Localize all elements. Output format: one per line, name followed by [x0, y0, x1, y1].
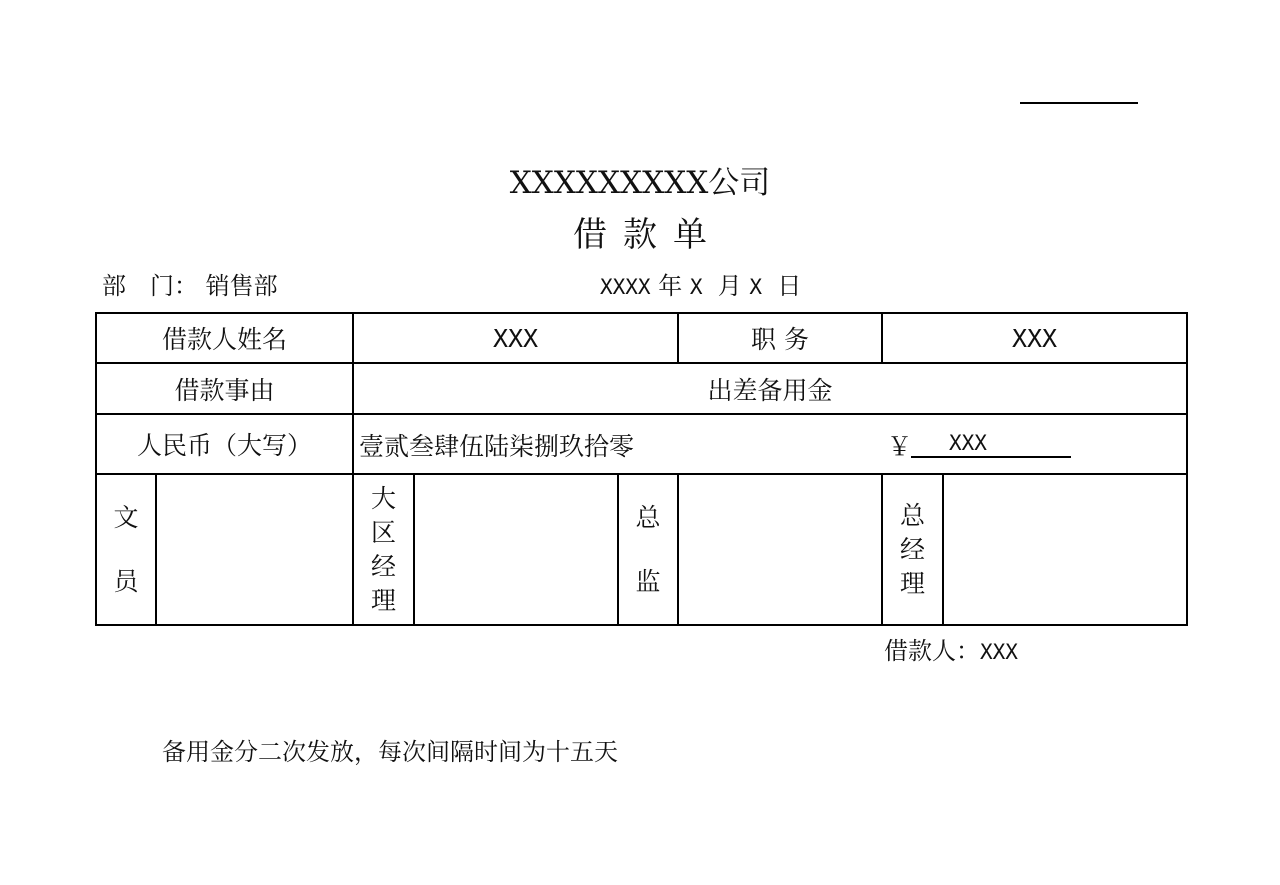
department-value: 销售部	[205, 272, 278, 300]
date-month-unit: 月	[717, 272, 742, 300]
date-day-unit: 日	[777, 272, 802, 300]
general-manager-signature-cell[interactable]	[943, 474, 1187, 625]
top-right-blank-line	[1020, 102, 1138, 104]
department-label: 部 门：	[102, 272, 198, 300]
table-row	[96, 474, 1187, 625]
borrower-name-label: 借款人姓名	[96, 313, 353, 363]
rmb-amount-wrap	[354, 415, 1186, 473]
clerk-label-cell	[96, 474, 156, 625]
date-month: X	[689, 275, 703, 299]
borrower-value: XXX	[980, 640, 1018, 664]
date-day: X	[749, 275, 763, 299]
director-label: 总监	[635, 502, 661, 596]
rmb-capital-value: 壹贰叁肆伍陆柒捌玖拾零	[359, 432, 635, 461]
regional-manager-label: 大区经理	[371, 483, 397, 615]
table-row	[96, 363, 1187, 414]
rmb-amount-cell[interactable]	[353, 414, 1187, 474]
borrower-name-value[interactable]: XXX	[353, 313, 678, 363]
table-row	[96, 414, 1187, 474]
borrower-signature-line	[884, 634, 1018, 669]
regional-manager-signature-cell[interactable]	[414, 474, 618, 625]
disbursement-note: 备用金分二次发放，每次间隔时间为十五天	[162, 738, 618, 766]
position-value[interactable]: XXX	[882, 313, 1187, 363]
yen-symbol: ￥	[887, 432, 913, 461]
loan-form-table	[95, 312, 1188, 626]
general-manager-label: 总经理	[900, 500, 926, 598]
table-row	[96, 313, 1187, 363]
department-line	[102, 269, 278, 303]
document-title: 借款单	[573, 215, 723, 255]
date-year-unit: 年	[658, 272, 683, 300]
reason-label: 借款事由	[96, 363, 353, 414]
clerk-signature-cell[interactable]	[156, 474, 353, 625]
position-label: 职 务	[678, 313, 882, 363]
regional-manager-label-cell	[353, 474, 414, 625]
reason-value[interactable]: 出差备用金	[353, 363, 1187, 414]
director-label-cell	[618, 474, 678, 625]
borrower-label: 借款人：	[884, 637, 980, 665]
date-line	[600, 269, 801, 304]
company-name: XXXXXXXXX公司	[509, 165, 771, 201]
clerk-label: 文员	[113, 502, 139, 596]
amount-value: XXX	[911, 430, 1071, 458]
rmb-label: 人民币（大写）	[96, 414, 353, 474]
date-year: XXXX	[600, 275, 651, 299]
director-signature-cell[interactable]	[678, 474, 882, 625]
general-manager-label-cell	[882, 474, 943, 625]
